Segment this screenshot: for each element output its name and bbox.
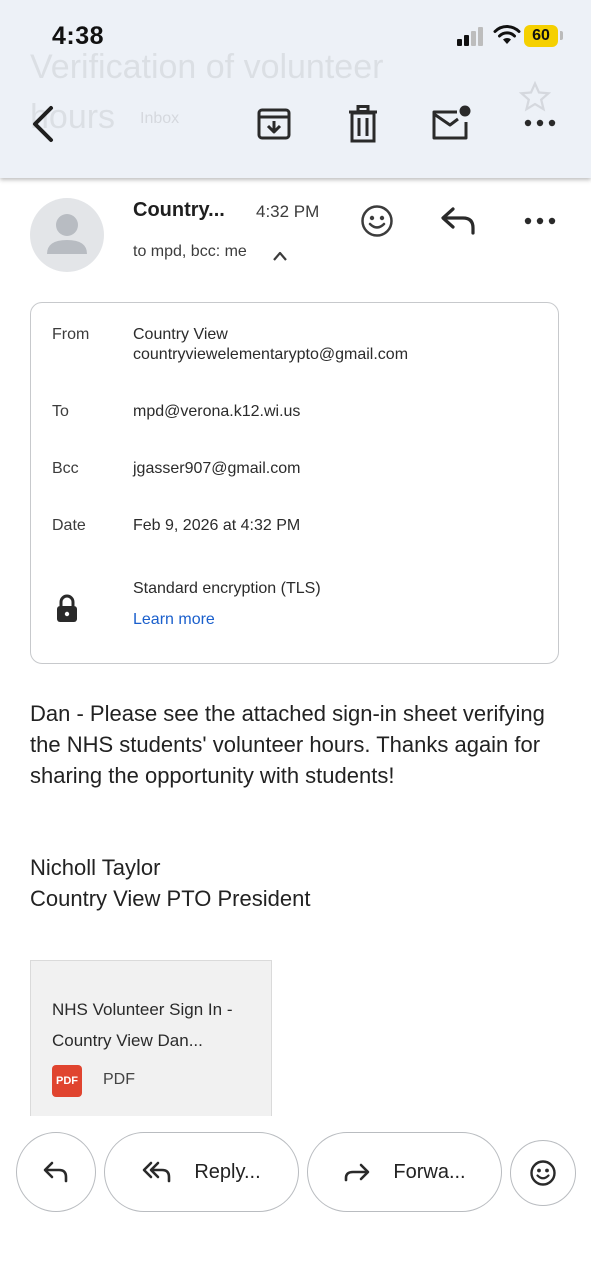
status-time: 4:38	[52, 22, 105, 50]
cellular-signal-icon	[457, 26, 485, 46]
battery-tip	[560, 31, 563, 40]
subject-title: Verification of volunteer hours	[30, 48, 384, 136]
learn-more-link[interactable]: Learn more	[133, 611, 215, 628]
chevron-up-icon[interactable]	[272, 250, 288, 262]
person-icon	[30, 198, 104, 272]
reply-all-icon	[142, 1161, 172, 1183]
message-details-card	[30, 302, 559, 664]
reply-icon	[42, 1161, 70, 1183]
more-icon	[524, 119, 556, 127]
recipients-summary[interactable]: to mpd, bcc: me	[133, 243, 247, 260]
to-address[interactable]: mpd@verona.k12.wi.us	[133, 403, 301, 420]
forward-icon	[343, 1161, 371, 1183]
message-time: 4:32 PM	[256, 202, 320, 221]
mark-unread-icon	[430, 103, 472, 143]
archive-icon	[256, 106, 292, 142]
archive-button[interactable]	[252, 102, 296, 146]
bcc-address[interactable]: jgasser907@gmail.com	[133, 460, 301, 477]
attachment-type: PDF	[103, 1071, 135, 1088]
mark-unread-button[interactable]	[428, 100, 474, 146]
back-button[interactable]	[22, 100, 62, 148]
date-value: Feb 9, 2026 at 4:32 PM	[133, 517, 301, 534]
date-label: Date	[52, 517, 86, 534]
more-icon	[524, 217, 556, 225]
pdf-icon: PDF	[52, 1065, 82, 1097]
from-name: Country View	[133, 326, 228, 343]
reply-all-button[interactable]	[104, 1132, 299, 1212]
bottom-action-bar	[0, 1116, 591, 1280]
reply-action-button[interactable]	[16, 1132, 96, 1212]
attachment-card[interactable]	[30, 960, 272, 1120]
encryption-status: Standard encryption (TLS)	[133, 580, 321, 597]
from-email[interactable]: countryviewelementarypto@gmail.com	[133, 346, 409, 363]
emoji-icon	[529, 1159, 557, 1187]
from-label: From	[52, 326, 90, 343]
react-button[interactable]	[510, 1140, 576, 1206]
back-icon	[29, 104, 55, 144]
signature-name: Nicholl Taylor	[30, 855, 161, 880]
bcc-label: Bcc	[52, 460, 79, 477]
battery-indicator: 60	[524, 25, 558, 47]
reply-all-label: Reply...	[194, 1160, 261, 1183]
top-app-bar	[0, 0, 591, 178]
more-options-button[interactable]	[518, 108, 562, 138]
message-more-button[interactable]	[518, 206, 562, 236]
forward-button[interactable]	[307, 1132, 502, 1212]
message-body: Dan - Please see the attached sign-in sheet verifying the NHS students' volunteer hours. Thanks again for sharing the opportunity with students!	[30, 701, 545, 788]
emoji-icon	[360, 204, 394, 238]
delete-button[interactable]	[341, 102, 385, 146]
sender-name[interactable]: Country...	[133, 199, 225, 221]
add-reaction-button[interactable]	[358, 202, 396, 240]
attachment-title: NHS Volunteer Sign In - Country View Dan...	[52, 1000, 233, 1050]
forward-label: Forwa...	[393, 1160, 466, 1183]
reply-button[interactable]	[436, 202, 480, 240]
folder-label: Inbox	[140, 110, 180, 127]
to-label: To	[52, 403, 69, 420]
avatar[interactable]	[30, 198, 104, 272]
signature-title: Country View PTO President	[30, 886, 311, 911]
reply-icon	[439, 206, 477, 236]
wifi-icon	[492, 24, 522, 46]
lock-icon	[55, 593, 79, 623]
delete-icon	[347, 105, 379, 143]
